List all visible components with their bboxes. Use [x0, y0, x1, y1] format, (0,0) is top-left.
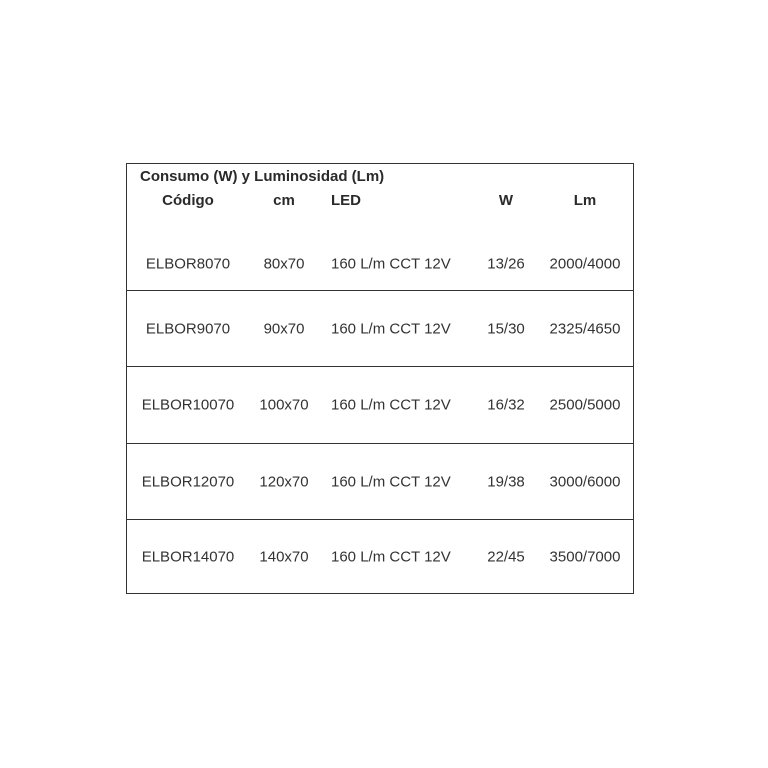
- row-code: ELBOR12070: [141, 473, 235, 490]
- spec-table: [126, 163, 634, 594]
- row-lumens: 2325/4650: [549, 320, 621, 337]
- header-watts: W: [498, 192, 514, 209]
- row-watts: 16/32: [487, 396, 525, 414]
- table-row: [127, 212, 633, 290]
- row-lumens: 2000/4000: [549, 255, 621, 273]
- row-watts: 15/30: [487, 320, 525, 337]
- row-watts: 22/45: [487, 548, 525, 565]
- header-code: Código: [162, 192, 214, 209]
- row-led: 160 L/m CCT 12V: [331, 255, 451, 273]
- row-size: 100x70: [259, 396, 309, 414]
- table-row: [127, 519, 633, 593]
- table-row: [127, 443, 633, 519]
- row-lumens: 2500/5000: [549, 396, 621, 414]
- table-row: [127, 290, 633, 366]
- row-code: ELBOR14070: [141, 548, 235, 565]
- row-led: 160 L/m CCT 12V: [331, 320, 451, 337]
- row-size: 80x70: [263, 255, 305, 273]
- row-size: 120x70: [259, 473, 309, 490]
- row-code: ELBOR8070: [145, 255, 231, 273]
- row-led: 160 L/m CCT 12V: [331, 473, 451, 490]
- table-header-row: [127, 192, 633, 212]
- header-led: LED: [331, 192, 361, 209]
- row-size: 90x70: [263, 320, 305, 337]
- header-size: cm: [273, 192, 295, 209]
- row-led: 160 L/m CCT 12V: [331, 396, 451, 414]
- row-size: 140x70: [259, 548, 309, 565]
- row-led: 160 L/m CCT 12V: [331, 548, 451, 565]
- row-lumens: 3500/7000: [549, 548, 621, 565]
- row-code: ELBOR9070: [145, 320, 231, 337]
- row-watts: 19/38: [487, 473, 525, 490]
- header-lumens: Lm: [573, 192, 597, 209]
- row-lumens: 3000/6000: [549, 473, 621, 490]
- row-code: ELBOR10070: [141, 396, 235, 414]
- row-watts: 13/26: [487, 255, 525, 273]
- table-caption: Consumo (W) y Luminosidad (Lm): [140, 168, 385, 185]
- table-row: [127, 366, 633, 443]
